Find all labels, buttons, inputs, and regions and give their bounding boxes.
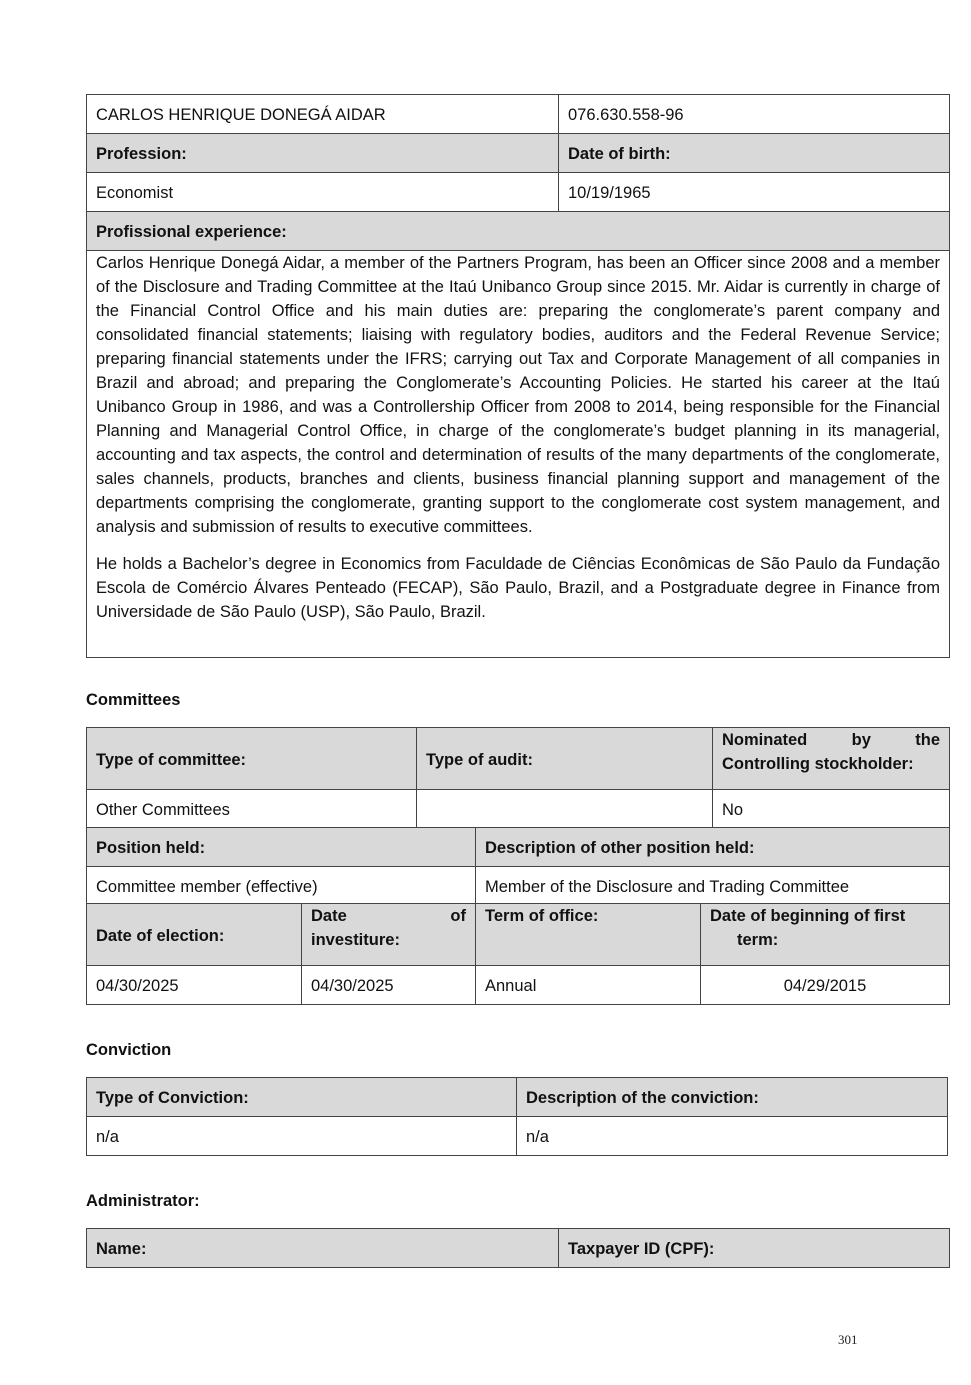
- position-value: Committee member (effective): [87, 867, 476, 906]
- election-date-label: Date of election:: [87, 904, 302, 966]
- nominated-value: No: [713, 790, 950, 829]
- nominated-word-1: Nominated: [722, 731, 808, 749]
- nominated-word-3: the: [915, 731, 940, 749]
- first-term-line-2: term:: [737, 931, 779, 949]
- other-position-value: Member of the Disclosure and Trading Committee: [476, 867, 950, 906]
- committee-type-value: Other Committees: [87, 790, 417, 829]
- conviction-table: [86, 1077, 948, 1156]
- administrator-name-label: Name:: [87, 1229, 559, 1268]
- person-name: CARLOS HENRIQUE DONEGÁ AIDAR: [87, 95, 559, 134]
- conviction-title: Conviction: [86, 1041, 172, 1059]
- term-label: Term of office:: [476, 904, 701, 966]
- administrator-cpf-label: Taxpayer ID (CPF):: [559, 1229, 950, 1268]
- first-term-label: [701, 904, 950, 966]
- conviction-desc-value: n/a: [517, 1117, 948, 1156]
- administrator-title: Administrator:: [86, 1192, 200, 1210]
- investiture-date-value: 04/30/2025: [302, 966, 476, 1005]
- administrator-table: [86, 1228, 950, 1268]
- profession-label: Profession:: [87, 134, 559, 173]
- experience-label: Profissional experience:: [87, 212, 950, 251]
- audit-type-label: Type of audit:: [417, 728, 713, 790]
- term-table: [86, 903, 950, 1005]
- position-table: [86, 827, 950, 906]
- audit-type-value: [417, 790, 713, 829]
- nominated-line-2: Controlling stockholder:: [722, 755, 914, 773]
- investiture-word-2: of: [450, 907, 466, 925]
- term-value: Annual: [476, 966, 701, 1005]
- person-cpf: 076.630.558-96: [559, 95, 950, 134]
- investiture-word-1: Date: [311, 907, 347, 925]
- first-term-line-1: Date of beginning of first: [710, 907, 906, 925]
- other-position-label: Description of other position held:: [476, 828, 950, 867]
- position-label: Position held:: [87, 828, 476, 867]
- conviction-desc-label: Description of the conviction:: [517, 1078, 948, 1117]
- nominated-label: [713, 728, 950, 790]
- dob-label: Date of birth:: [559, 134, 950, 173]
- committee-type-table: [86, 727, 950, 829]
- committees-title: Committees: [86, 691, 181, 709]
- person-table: [86, 94, 950, 658]
- experience-text: [87, 251, 950, 658]
- experience-paragraph-1: Carlos Henrique Donegá Aidar, a member of the Partners Program, has been an Officer since 2008 and a member of the Disclosure and Trading Committee at the Itaú Unibanco Group since 2015. Mr. Aidar is currently in charge of the Financial Control Office and his main duties are: preparing the conglomerate’s parent company and consolidated financial statements; liaising with regulatory bodies, auditors and the Federal Revenue Service; preparing financial statements under the IFRS; carrying out Tax and Corporate Management of all companies in Brazil and abroad; and preparing the Conglomerate’s Accounting Policies. He started his career at the Itaú Unibanco Group in 1986, and was a Controllership Officer from 2008 to 2014, being responsible for the Financial Planning and Managerial Control Office, in charge of the conglomerate’s budget planning in its managerial, accounting and tax aspects, the control and determination of results of the many departments of the conglomerate, sales channels, products, branches and clients, business financial planning support and management of the departments comprising the conglomerate, granting support to the conglomerate cost system management, and analysis and submission of results to executive committees.: [96, 254, 940, 536]
- investiture-line-2: investiture:: [311, 931, 400, 949]
- first-term-value: 04/29/2015: [701, 966, 950, 1005]
- experience-paragraph-2: He holds a Bachelor’s degree in Economics from Faculdade de Ciências Econômicas de São Paulo da Fundação Escola de Comércio Álvares Penteado (FECAP), São Paulo, Brazil, and a Postgraduate degree in Finance from Universidade de São Paulo (USP), São Paulo, Brazil.: [96, 555, 940, 621]
- conviction-type-value: n/a: [87, 1117, 517, 1156]
- page-number: 301: [838, 1332, 858, 1347]
- investiture-date-label: [302, 904, 476, 966]
- profession-value: Economist: [87, 173, 559, 212]
- committee-type-label: Type of committee:: [87, 728, 417, 790]
- dob-value: 10/19/1965: [559, 173, 950, 212]
- election-date-value: 04/30/2025: [87, 966, 302, 1005]
- conviction-type-label: Type of Conviction:: [87, 1078, 517, 1117]
- nominated-word-2: by: [851, 731, 871, 749]
